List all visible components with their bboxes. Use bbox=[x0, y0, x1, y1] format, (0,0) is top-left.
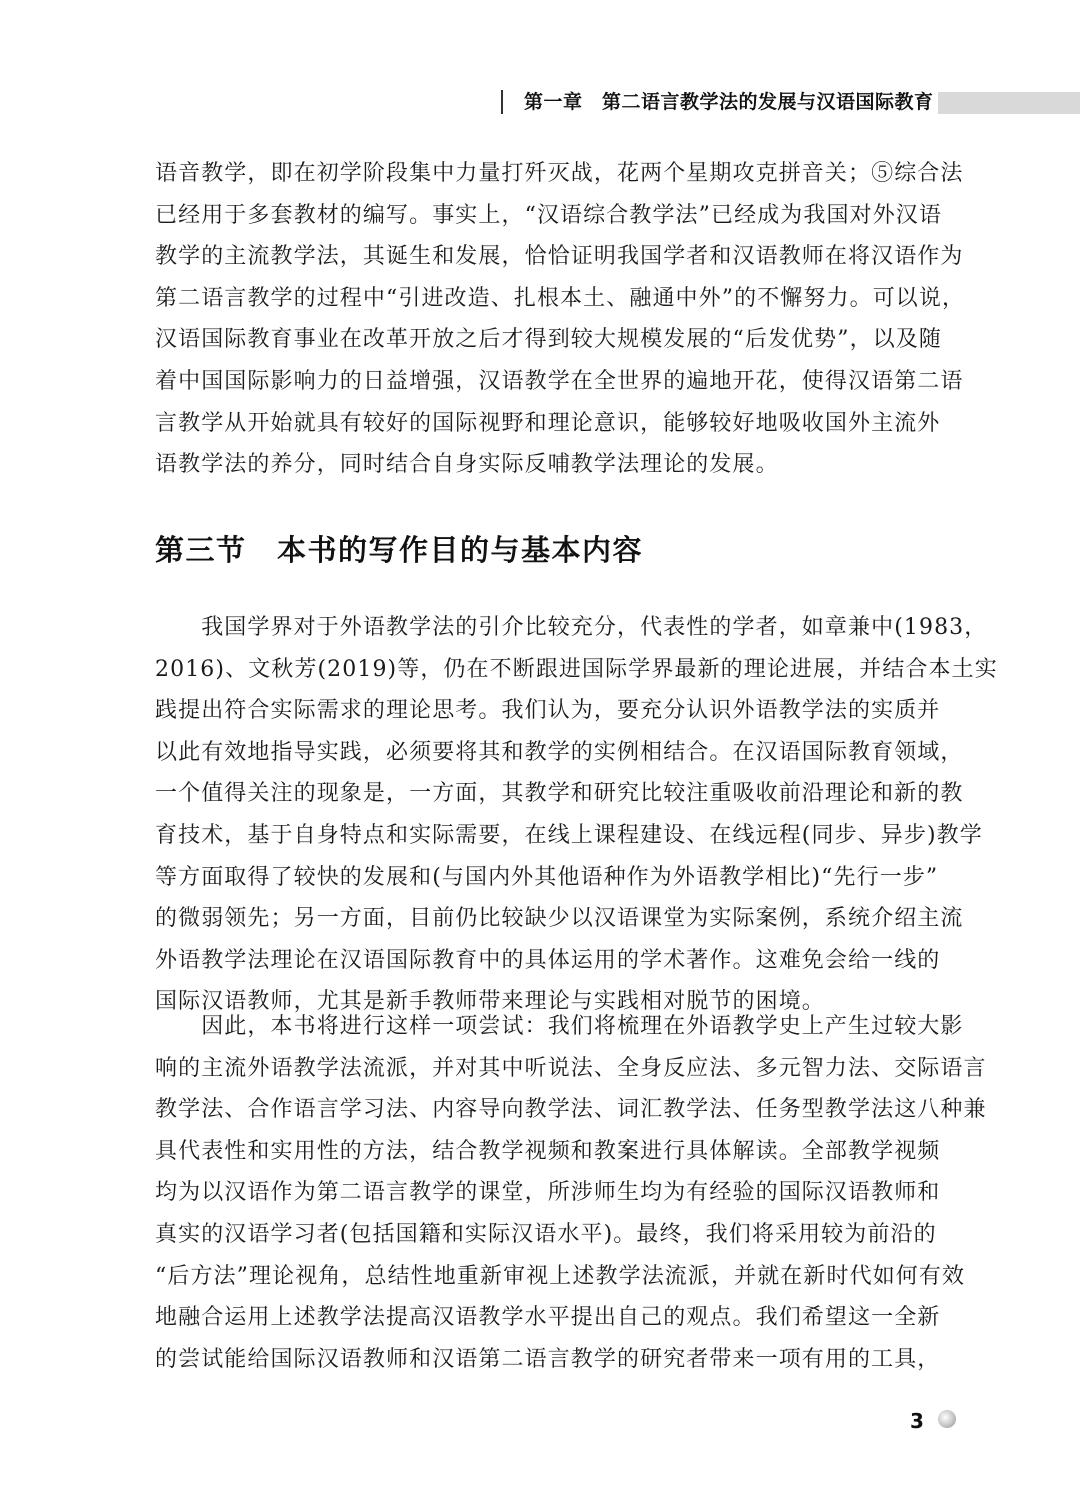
paragraph-line: 汉语国际教育事业在改革开放之后才得到较大规模发展的“后发优势”，以及随 bbox=[155, 327, 942, 353]
running-head bbox=[0, 84, 1080, 120]
chapter-title: 第一章 第二语言教学法的发展与汉语国际教育 bbox=[524, 91, 934, 113]
page-marker-dot-icon bbox=[938, 1410, 956, 1428]
paragraph-line: 的尝试能给国际汉语教师和汉语第二语言教学的研究者带来一项有用的工具， bbox=[155, 1346, 941, 1372]
paragraph-line: 践提出符合实际需求的理论思考。我们认为，要充分认识外语教学法的实质并 bbox=[155, 698, 941, 724]
paragraph-line: 教学的主流教学法，其诞生和发展，恰恰证明我国学者和汉语教师在将汉语作为 bbox=[155, 244, 964, 270]
section-heading: 第三节 本书的写作目的与基本内容 bbox=[155, 533, 644, 567]
paragraph-line: 真实的汉语学习者(包括国籍和实际汉语水平)。最终，我们将采用较为前沿的 bbox=[155, 1221, 937, 1247]
paragraph-line: 教学法、合作语言学习法、内容导向教学法、词汇教学法、任务型教学法这八种兼 bbox=[155, 1097, 987, 1123]
running-head-gray-bar bbox=[938, 92, 1080, 114]
paragraph-2 bbox=[155, 607, 998, 1023]
paragraph-line: 等方面取得了较快的发展和(与国内外其他语种作为外语教学相比)“先行一步” bbox=[155, 864, 939, 890]
paragraph-line: 2016)、文秋芳(2019)等，仍在不断跟进国际学界最新的理论进展，并结合本土实 bbox=[155, 656, 998, 682]
paragraph-line: 地融合运用上述教学法提高汉语教学水平提出自己的观点。我们希望这一全新 bbox=[155, 1305, 941, 1331]
paragraph-line: 响的主流外语教学法流派，并对其中听说法、全身反应法、多元智力法、交际语言 bbox=[155, 1055, 987, 1081]
paragraph-line: 语教学法的养分，同时结合自身实际反哺教学法理论的发展。 bbox=[155, 452, 779, 478]
paragraph-1 bbox=[155, 153, 966, 486]
paragraph-line: 外语教学法理论在汉语国际教育中的具体运用的学术著作。这难免会给一线的 bbox=[155, 947, 941, 973]
paragraph-line: 着中国国际影响力的日益增强，汉语教学在全世界的遍地开花，使得汉语第二语 bbox=[155, 368, 964, 394]
running-head-rule bbox=[501, 90, 503, 114]
paragraph-line: 一个值得关注的现象是，一方面，其教学和研究比较注重吸收前沿理论和新的教 bbox=[155, 781, 964, 807]
paragraph-line: 因此，本书将进行这样一项尝试：我们将梳理在外语教学史上产生过较大影 bbox=[155, 1014, 964, 1039]
paragraph-line: “后方法”理论视角，总结性地重新审视上述教学法流派，并就在新时代如何有效 bbox=[155, 1263, 966, 1289]
paragraph-line: 言教学从开始就具有较好的国际视野和理论意识，能够较好地吸收国外主流外 bbox=[155, 410, 941, 436]
paragraph-line: 育技术，基于自身特点和实际需要，在线上课程建设、在线远程(同步、异步)教学 bbox=[155, 822, 983, 848]
paragraph-line: 第二语言教学的过程中“引进改造、扎根本土、融通中外”的不懈努力。可以说， bbox=[155, 285, 966, 311]
paragraph-line: 均为以汉语作为第二语言教学的课堂，所涉师生均为有经验的国际汉语教师和 bbox=[155, 1180, 941, 1206]
paragraph-line: 已经用于多套教材的编写。事实上，“汉语综合教学法”已经成为我国对外汉语 bbox=[155, 202, 942, 228]
page-number: 3 bbox=[910, 1409, 924, 1433]
paragraph-line: 以此有效地指导实践，必须要将其和教学的实例相结合。在汉语国际教育领域， bbox=[155, 739, 964, 765]
paragraph-line: 具代表性和实用性的方法，结合教学视频和教案进行具体解读。全部教学视频 bbox=[155, 1138, 941, 1164]
paragraph-line: 语音教学，即在初学阶段集中力量打歼灭战，花两个星期攻克拼音关；⑤综合法 bbox=[155, 161, 964, 186]
paragraph-3 bbox=[155, 1006, 987, 1380]
paragraph-line: 我国学界对于外语教学法的引介比较充分，代表性的学者，如章兼中(1983， bbox=[155, 615, 988, 640]
paragraph-line: 的微弱领先；另一方面，目前仍比较缺少以汉语课堂为实际案例，系统介绍主流 bbox=[155, 906, 964, 932]
paragraph-line: 国际汉语教师，尤其是新手教师带来理论与实践相对脱节的困境。 bbox=[155, 989, 825, 1015]
